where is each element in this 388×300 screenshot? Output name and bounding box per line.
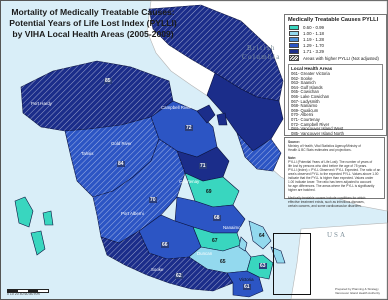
legend-hatch <box>285 54 386 61</box>
lha-item: 065- Cowichan <box>291 89 319 95</box>
lha-list <box>288 64 383 136</box>
legend <box>284 14 387 136</box>
legend-swatch-5 <box>289 49 299 54</box>
credit-line: Prepared by Planning & Strategy <box>335 287 379 291</box>
place-courtenay: Courtenay <box>179 179 200 184</box>
inset-frame-victoria <box>273 233 311 295</box>
lha-label-69: 69 <box>206 189 212 195</box>
legend-swatch-3 <box>289 37 299 42</box>
british-columbia-label <box>242 44 281 62</box>
legend-class-label: 1.29 - 1.70 <box>303 42 324 48</box>
lha-item: 069- Qualicum <box>291 107 319 113</box>
notes-panel <box>284 137 385 208</box>
lha-list-header: Local Health Areas <box>291 66 333 71</box>
lha-label-67: 67 <box>212 238 218 244</box>
lha-label-64: 64 <box>259 233 265 239</box>
notes-line: Medically treatable causes include conditions for which <box>288 196 366 200</box>
notes-line: Note: <box>288 156 297 160</box>
credit-line: Vancouver Island Health Authority <box>335 290 380 295</box>
place-duncan: Duncan <box>197 251 213 256</box>
lha-item: 063- Saanich <box>291 80 316 86</box>
scale-bar <box>7 289 51 294</box>
lha-item: 085- Vancouver Island North <box>291 130 344 136</box>
legend-swatch-1 <box>289 25 299 30</box>
lha-item: 084- Vancouver Island West <box>291 126 344 132</box>
lha-label-61: 61 <box>244 284 250 290</box>
lha-item: 064- Gulf Islands <box>291 84 323 90</box>
notes-line: PYLLI (Potential Years of Life Lost): The number of years of <box>288 160 373 164</box>
notes-line: effective treatment exists, such as infectious diseases, <box>288 200 365 204</box>
lha-item: 072- Campbell River <box>291 121 330 127</box>
lha-label-72: 72 <box>186 125 192 131</box>
lha-label-70: 70 <box>150 197 156 203</box>
legend-class-label: 0.60 - 0.99 <box>303 24 324 30</box>
map-title <box>5 7 181 40</box>
hatch-swatch <box>289 55 299 61</box>
lha-label-66: 66 <box>162 242 168 248</box>
notes-line: higher are hatched. <box>288 188 316 192</box>
notes-line: Ministry of Health, Vital Statistics Agency/Ministry of <box>288 144 361 148</box>
lha-label-84: 84 <box>118 161 124 167</box>
title-line-2: Potential Years of Life Lost Index (PYLLI) <box>9 18 177 28</box>
west-coast-islands <box>15 197 53 255</box>
place-port-hardy: Port Hardy <box>31 101 52 106</box>
legend-class-label: 1.19 - 1.28 <box>303 36 324 42</box>
place-gold-river: Gold River <box>111 141 132 146</box>
notes-line: Source: <box>288 140 300 144</box>
place-tahsis: Tahsis <box>81 151 94 156</box>
scale-bar-label: 0 10 20 40 60 80 Km <box>7 292 40 296</box>
notes-line: Health & BC Stats estimates and projections. <box>288 148 352 152</box>
lha-item: 068- Nanaimo <box>291 103 318 109</box>
place-sooke: Sooke <box>151 267 164 272</box>
lha-label-71: 71 <box>200 163 206 169</box>
lha-label-65: 65 <box>220 259 226 265</box>
map-credit <box>335 288 385 295</box>
legend-class-label: 1.00 - 1.18 <box>303 30 324 36</box>
place-nanaimo: Nanaimo <box>223 225 241 230</box>
notes-line: area's observed PYLL to the expected PYLL. Values above 1.00 <box>288 172 379 176</box>
lha-item: 061- Greater Victoria <box>291 71 330 76</box>
lha-label-62: 62 <box>176 273 182 279</box>
lha-item: 070- Alberni <box>291 112 314 118</box>
place-campbell-river: Campbell River <box>161 105 192 110</box>
notes-line: for age differences. The areas where the PYLL is significantly <box>288 184 375 188</box>
place-victoria: Victoria <box>239 277 254 282</box>
legend-class-label: 1.71 - 3.29 <box>303 48 324 54</box>
lha-item: 066- Lake Cowichan <box>291 93 330 99</box>
bc-label-line1: British <box>246 44 276 52</box>
usa-label: USA <box>327 231 348 239</box>
lha-item: 067- Ladysmith <box>291 98 320 104</box>
title-line-1: Mortality of Medically Treatable Causes: <box>11 7 175 17</box>
legend-title: Medically Treatable Causes PYLLI <box>288 17 379 23</box>
notes-line: certain cancers, and some cardiovascular disorders. <box>288 204 362 208</box>
notes-line: 1.00 indicate lower. The ratio has been adjusted to account <box>288 180 372 184</box>
lha-label-68: 68 <box>214 215 220 221</box>
legend-hatch-label: Areas with higher PYLLI (Not adjusted) <box>303 55 379 61</box>
notes-line: life lost by persons who died before the age of 75 years. <box>288 164 368 168</box>
legend-swatch-4 <box>289 43 299 48</box>
lha-item: 062- Sooke <box>291 75 313 81</box>
title-line-3: by VIHA Local Health Areas (2005-2009) <box>12 29 174 39</box>
place-port-alberni: Port Alberni <box>121 211 144 216</box>
notes-line: PYLLI (Index) = PYLL Observed / PYLL Expected. The ratio of an <box>288 168 381 172</box>
legend-swatch-2 <box>289 31 299 36</box>
lha-label-63: 63 <box>260 263 266 269</box>
lha-label-85: 85 <box>105 78 111 84</box>
lha-item: 071- Courtenay <box>291 116 320 122</box>
notes-line: indicate that the PYLL is higher than expected. Values under <box>288 176 374 180</box>
bc-label-line2: Columbia <box>242 53 281 61</box>
